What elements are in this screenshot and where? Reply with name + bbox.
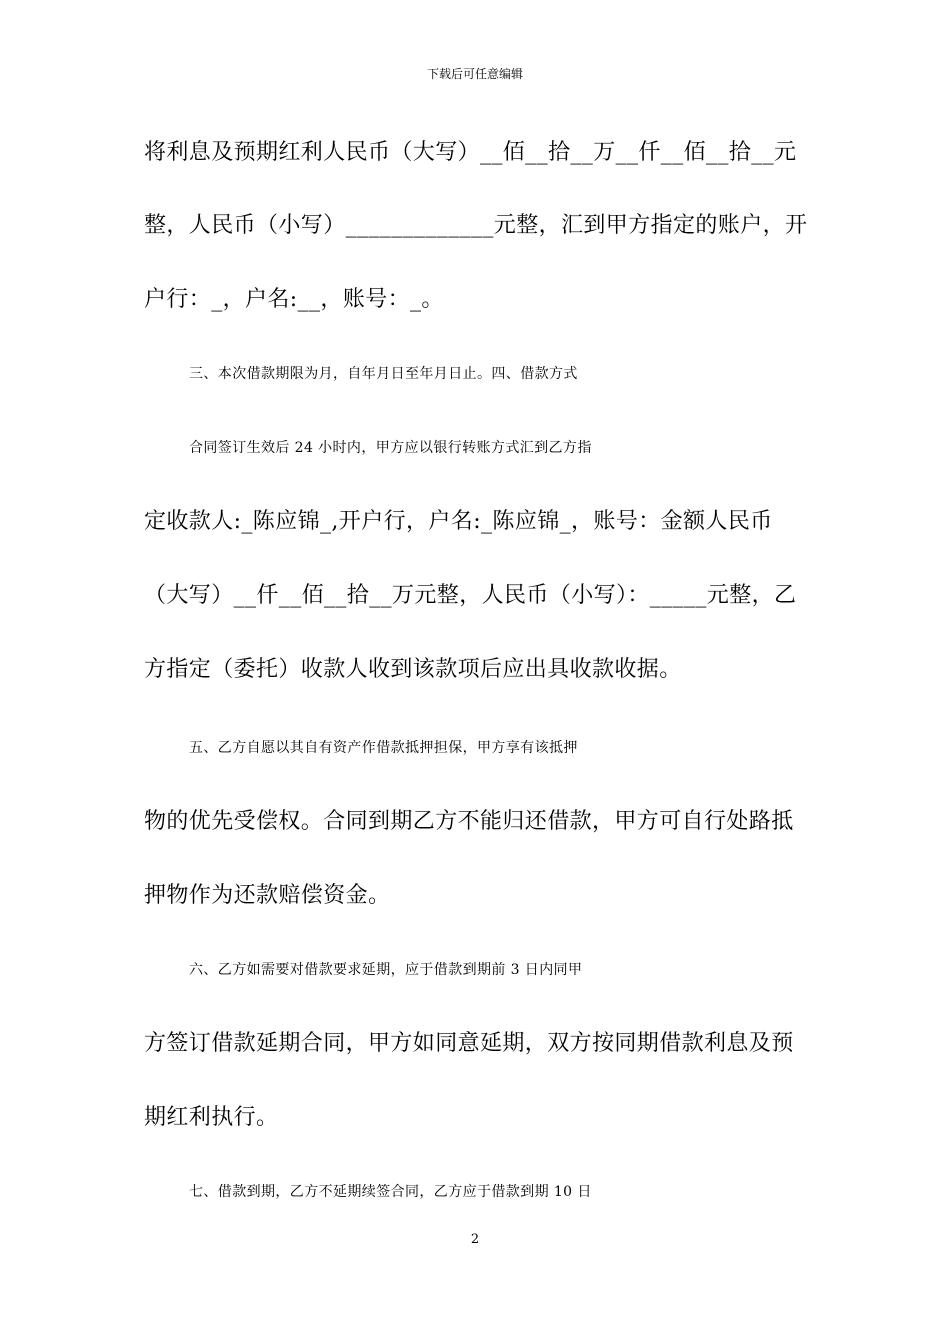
body-text-line: 合同签订生效后 24 小时内，甲方应以银行转账方式汇到乙方指 <box>189 440 592 456</box>
body-text-line: 三、本次借款期限为月，自年月日至年月日止。四、借款方式 <box>189 366 578 382</box>
body-text-line: 五、乙方自愿以其自有资产作借款抵押担保，甲方享有该抵押 <box>189 740 578 756</box>
body-text-line: 物的优先受偿权。合同到期乙方不能归还借款，甲方可自行处路抵 <box>144 809 794 834</box>
body-text-line: 六、乙方如需要对借款要求延期，应于借款到期前 3 日内同甲 <box>189 962 583 978</box>
body-text-line: 押物作为还款赔偿资金。 <box>144 883 391 908</box>
body-text-line: 将利息及预期红利人民币（大写）__佰__拾__万__仟__佰__拾__元 <box>144 140 797 165</box>
page-number: 2 <box>470 1232 480 1247</box>
body-text-line: 七、借款到期，乙方不延期续签合同，乙方应于借款到期 10 日 <box>189 1184 592 1200</box>
body-text-line: 整，人民币（小写）_____________元整，汇到甲方指定的账户，开 <box>144 213 808 238</box>
body-text-line: 期红利执行。 <box>144 1105 279 1130</box>
body-text-line: 方签订借款延期合同，甲方如同意延期，双方按同期借款利息及预 <box>144 1031 794 1056</box>
body-text-line: 户行：_，户名:__，账号：_。 <box>144 287 444 312</box>
body-text-line: （大写）__仟__佰__拾__万元整，人民币（小写）：_____元整，乙 <box>144 583 797 608</box>
page-header: 下载后可任意编辑 <box>426 67 523 81</box>
body-text-line: 定收款人:_陈应锦_,开户行，户名:_陈应锦_，账号：金额人民币 <box>144 509 773 534</box>
body-text-line: 方指定（委托）收款人收到该款项后应出具收款收据。 <box>144 657 682 682</box>
